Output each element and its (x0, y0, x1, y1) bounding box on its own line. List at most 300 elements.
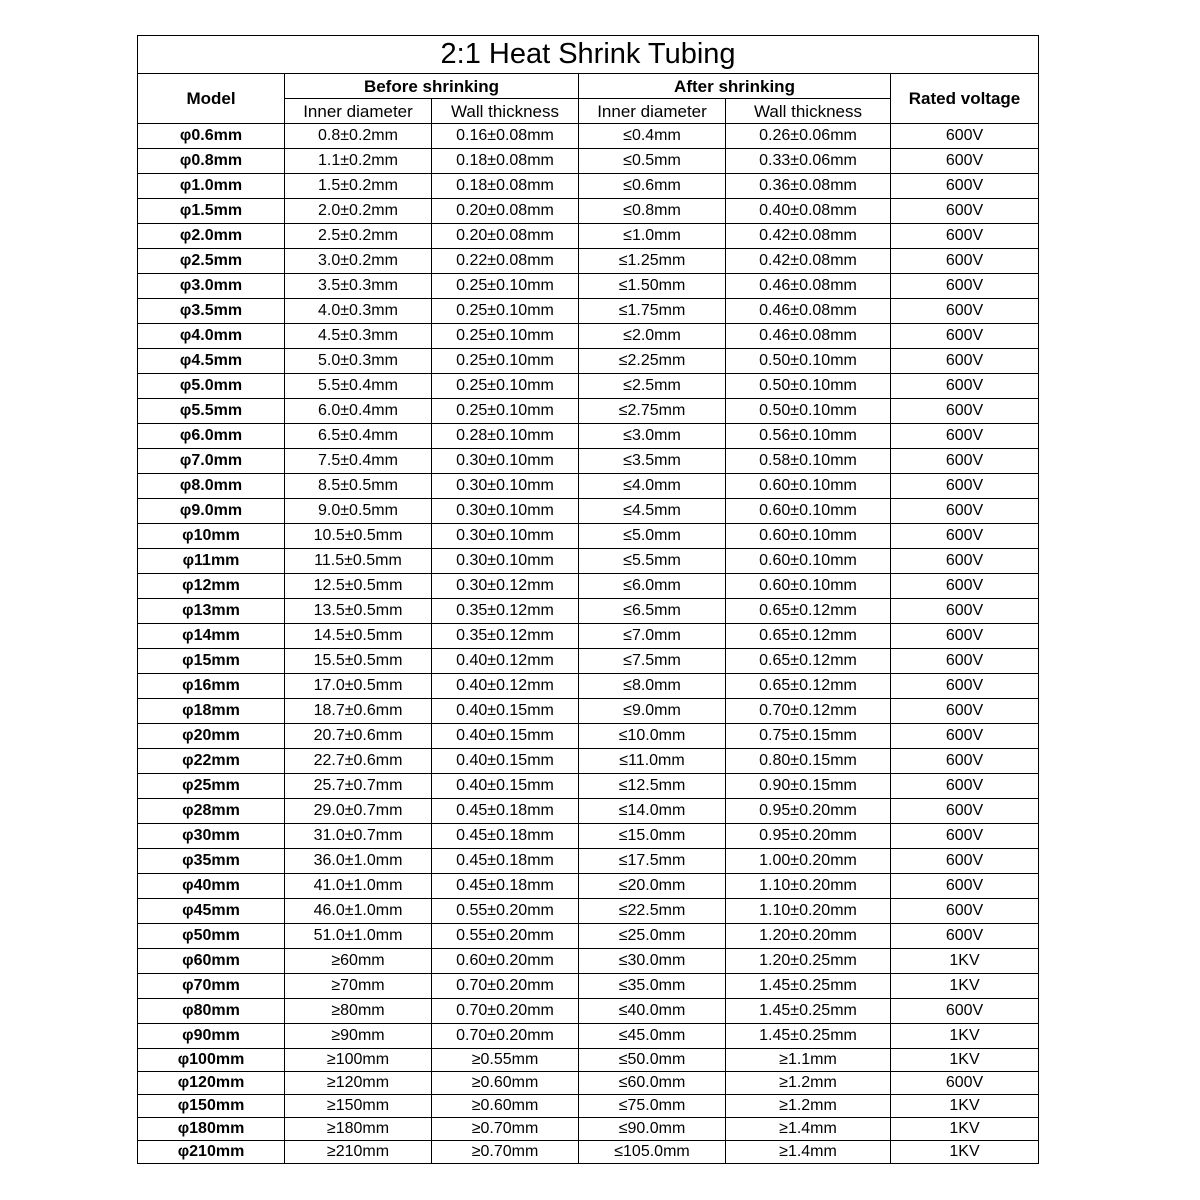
rated-voltage-cell: 600V (891, 424, 1039, 449)
after-inner-diameter-cell: ≤2.0mm (579, 324, 726, 349)
before-wall-thickness-cell: 0.40±0.12mm (432, 674, 579, 699)
table-row (138, 574, 1039, 599)
table-row (138, 349, 1039, 374)
after-wall-thickness-cell: 0.56±0.10mm (726, 424, 891, 449)
rated-voltage-cell: 600V (891, 524, 1039, 549)
after-inner-diameter-cell: ≤8.0mm (579, 674, 726, 699)
after-wall-thickness-cell: 0.70±0.12mm (726, 699, 891, 724)
rated-voltage-cell: 600V (891, 899, 1039, 924)
after-inner-diameter-cell: ≤22.5mm (579, 899, 726, 924)
before-wall-thickness-cell: ≥0.70mm (432, 1141, 579, 1164)
rated-voltage-cell: 600V (891, 274, 1039, 299)
before-wall-thickness-cell: 0.40±0.15mm (432, 749, 579, 774)
table-row (138, 674, 1039, 699)
before-inner-diameter-cell: ≥100mm (285, 1049, 432, 1072)
before-inner-diameter-cell: ≥210mm (285, 1141, 432, 1164)
before-inner-diameter-cell: 2.0±0.2mm (285, 199, 432, 224)
rated-voltage-cell: 1KV (891, 1095, 1039, 1118)
table-row (138, 324, 1039, 349)
table-row (138, 724, 1039, 749)
after-inner-diameter-cell: ≤105.0mm (579, 1141, 726, 1164)
after-wall-thickness-cell: 0.65±0.12mm (726, 624, 891, 649)
after-wall-thickness-cell: 0.65±0.12mm (726, 599, 891, 624)
before-wall-thickness-cell: 0.70±0.20mm (432, 974, 579, 999)
before-inner-diameter-cell: 2.5±0.2mm (285, 224, 432, 249)
table-row (138, 1141, 1039, 1164)
before-inner-diameter-cell: 10.5±0.5mm (285, 524, 432, 549)
model-cell: φ50mm (138, 924, 285, 949)
rated-voltage-cell: 600V (891, 699, 1039, 724)
rated-voltage-cell: 600V (891, 199, 1039, 224)
after-wall-thickness-cell: 0.80±0.15mm (726, 749, 891, 774)
before-wall-thickness-cell: 0.40±0.12mm (432, 649, 579, 674)
after-wall-thickness-cell: 1.10±0.20mm (726, 874, 891, 899)
after-inner-diameter-cell: ≤5.0mm (579, 524, 726, 549)
model-cell: φ16mm (138, 674, 285, 699)
table-row (138, 974, 1039, 999)
rated-voltage-cell: 1KV (891, 1024, 1039, 1049)
after-wall-thickness-header: Wall thickness (726, 99, 891, 124)
after-wall-thickness-cell: 0.60±0.10mm (726, 524, 891, 549)
before-wall-thickness-cell: 0.45±0.18mm (432, 799, 579, 824)
before-inner-diameter-cell: 20.7±0.6mm (285, 724, 432, 749)
after-inner-diameter-cell: ≤2.5mm (579, 374, 726, 399)
before-wall-thickness-cell: 0.22±0.08mm (432, 249, 579, 274)
before-shrinking-header: Before shrinking (285, 74, 579, 99)
table-row (138, 599, 1039, 624)
before-inner-diameter-cell: 36.0±1.0mm (285, 849, 432, 874)
rated-voltage-cell: 600V (891, 249, 1039, 274)
before-inner-diameter-cell: 31.0±0.7mm (285, 824, 432, 849)
model-cell: φ3.5mm (138, 299, 285, 324)
table-row (138, 449, 1039, 474)
rated-voltage-cell: 1KV (891, 1141, 1039, 1164)
rated-voltage-cell: 600V (891, 224, 1039, 249)
spec-table (137, 35, 1039, 1164)
after-wall-thickness-cell: 0.60±0.10mm (726, 474, 891, 499)
model-cell: φ14mm (138, 624, 285, 649)
before-wall-thickness-cell: ≥0.60mm (432, 1095, 579, 1118)
after-wall-thickness-cell: 0.40±0.08mm (726, 199, 891, 224)
before-inner-diameter-cell: 18.7±0.6mm (285, 699, 432, 724)
model-cell: φ40mm (138, 874, 285, 899)
rated-voltage-cell: 1KV (891, 1049, 1039, 1072)
before-wall-thickness-cell: 0.30±0.10mm (432, 474, 579, 499)
before-wall-thickness-cell: 0.25±0.10mm (432, 374, 579, 399)
model-cell: φ13mm (138, 599, 285, 624)
model-cell: φ210mm (138, 1141, 285, 1164)
after-wall-thickness-cell: 0.95±0.20mm (726, 799, 891, 824)
after-inner-diameter-cell: ≤15.0mm (579, 824, 726, 849)
model-cell: φ2.0mm (138, 224, 285, 249)
before-inner-diameter-cell: 8.5±0.5mm (285, 474, 432, 499)
after-inner-diameter-cell: ≤10.0mm (579, 724, 726, 749)
model-cell: φ10mm (138, 524, 285, 549)
before-inner-diameter-cell: 0.8±0.2mm (285, 124, 432, 149)
after-wall-thickness-cell: 0.36±0.08mm (726, 174, 891, 199)
after-wall-thickness-cell: ≥1.1mm (726, 1049, 891, 1072)
before-wall-thickness-cell: ≥0.60mm (432, 1072, 579, 1095)
after-wall-thickness-cell: 0.46±0.08mm (726, 299, 891, 324)
after-wall-thickness-cell: 1.20±0.25mm (726, 949, 891, 974)
rated-voltage-cell: 600V (891, 749, 1039, 774)
rated-voltage-cell: 600V (891, 924, 1039, 949)
table-row (138, 274, 1039, 299)
before-inner-diameter-cell: ≥120mm (285, 1072, 432, 1095)
after-inner-diameter-cell: ≤25.0mm (579, 924, 726, 949)
table-row (138, 549, 1039, 574)
model-cell: φ3.0mm (138, 274, 285, 299)
before-wall-thickness-cell: 0.40±0.15mm (432, 699, 579, 724)
after-inner-diameter-cell: ≤9.0mm (579, 699, 726, 724)
before-inner-diameter-cell: 13.5±0.5mm (285, 599, 432, 624)
after-wall-thickness-cell: 1.10±0.20mm (726, 899, 891, 924)
before-inner-diameter-cell: 22.7±0.6mm (285, 749, 432, 774)
rated-voltage-cell: 600V (891, 799, 1039, 824)
table-row (138, 124, 1039, 149)
rated-voltage-cell: 600V (891, 349, 1039, 374)
rated-voltage-cell: 600V (891, 724, 1039, 749)
model-cell: φ5.5mm (138, 399, 285, 424)
after-wall-thickness-cell: 0.60±0.10mm (726, 574, 891, 599)
after-inner-diameter-cell: ≤1.50mm (579, 274, 726, 299)
after-wall-thickness-cell: ≥1.2mm (726, 1095, 891, 1118)
table-row (138, 1118, 1039, 1141)
after-wall-thickness-cell: 0.65±0.12mm (726, 674, 891, 699)
before-inner-diameter-cell: ≥180mm (285, 1118, 432, 1141)
before-wall-thickness-cell: 0.28±0.10mm (432, 424, 579, 449)
model-cell: φ4.5mm (138, 349, 285, 374)
table-row (138, 949, 1039, 974)
rated-voltage-cell: 600V (891, 474, 1039, 499)
before-inner-diameter-cell: ≥60mm (285, 949, 432, 974)
after-inner-diameter-cell: ≤40.0mm (579, 999, 726, 1024)
after-inner-diameter-cell: ≤20.0mm (579, 874, 726, 899)
rated-voltage-cell: 600V (891, 999, 1039, 1024)
rated-voltage-header: Rated voltage (891, 74, 1039, 124)
table-row (138, 1095, 1039, 1118)
model-cell: φ28mm (138, 799, 285, 824)
model-cell: φ100mm (138, 1049, 285, 1072)
rated-voltage-cell: 600V (891, 324, 1039, 349)
before-inner-diameter-cell: 1.5±0.2mm (285, 174, 432, 199)
table-row (138, 174, 1039, 199)
after-inner-diameter-cell: ≤1.75mm (579, 299, 726, 324)
after-wall-thickness-cell: 0.42±0.08mm (726, 249, 891, 274)
before-wall-thickness-cell: 0.25±0.10mm (432, 274, 579, 299)
after-inner-diameter-cell: ≤2.75mm (579, 399, 726, 424)
before-wall-thickness-cell: 0.35±0.12mm (432, 624, 579, 649)
before-wall-thickness-cell: 0.40±0.15mm (432, 774, 579, 799)
after-wall-thickness-cell: 0.46±0.08mm (726, 274, 891, 299)
before-wall-thickness-cell: 0.40±0.15mm (432, 724, 579, 749)
model-cell: φ45mm (138, 899, 285, 924)
before-inner-diameter-cell: 11.5±0.5mm (285, 549, 432, 574)
before-inner-diameter-cell: 3.0±0.2mm (285, 249, 432, 274)
before-wall-thickness-cell: 0.55±0.20mm (432, 899, 579, 924)
before-inner-diameter-cell: 4.0±0.3mm (285, 299, 432, 324)
rated-voltage-cell: 600V (891, 649, 1039, 674)
before-wall-thickness-cell: 0.20±0.08mm (432, 199, 579, 224)
before-inner-diameter-cell: 9.0±0.5mm (285, 499, 432, 524)
model-cell: φ18mm (138, 699, 285, 724)
table-row (138, 224, 1039, 249)
model-header: Model (138, 74, 285, 124)
model-cell: φ90mm (138, 1024, 285, 1049)
before-inner-diameter-cell: 1.1±0.2mm (285, 149, 432, 174)
model-cell: φ35mm (138, 849, 285, 874)
before-wall-thickness-cell: 0.35±0.12mm (432, 599, 579, 624)
before-inner-diameter-cell: 3.5±0.3mm (285, 274, 432, 299)
after-inner-diameter-cell: ≤7.0mm (579, 624, 726, 649)
after-inner-diameter-cell: ≤3.0mm (579, 424, 726, 449)
after-inner-diameter-cell: ≤1.0mm (579, 224, 726, 249)
after-inner-diameter-cell: ≤0.6mm (579, 174, 726, 199)
after-inner-diameter-cell: ≤2.25mm (579, 349, 726, 374)
after-inner-diameter-cell: ≤30.0mm (579, 949, 726, 974)
after-inner-diameter-cell: ≤6.5mm (579, 599, 726, 624)
before-wall-thickness-cell: 0.25±0.10mm (432, 324, 579, 349)
after-wall-thickness-cell: 1.45±0.25mm (726, 999, 891, 1024)
before-inner-diameter-cell: 17.0±0.5mm (285, 674, 432, 699)
model-cell: φ30mm (138, 824, 285, 849)
before-inner-diameter-cell: 51.0±1.0mm (285, 924, 432, 949)
before-inner-diameter-cell: 5.0±0.3mm (285, 349, 432, 374)
after-shrinking-header: After shrinking (579, 74, 891, 99)
before-wall-thickness-cell: ≥0.70mm (432, 1118, 579, 1141)
after-wall-thickness-cell: 0.95±0.20mm (726, 824, 891, 849)
before-wall-thickness-cell: 0.25±0.10mm (432, 299, 579, 324)
before-wall-thickness-cell: 0.45±0.18mm (432, 824, 579, 849)
after-inner-diameter-cell: ≤14.0mm (579, 799, 726, 824)
after-inner-diameter-cell: ≤0.5mm (579, 149, 726, 174)
table-row (138, 899, 1039, 924)
before-inner-diameter-cell: 41.0±1.0mm (285, 874, 432, 899)
model-cell: φ15mm (138, 649, 285, 674)
before-inner-diameter-cell: 4.5±0.3mm (285, 324, 432, 349)
table-row (138, 699, 1039, 724)
table-row (138, 824, 1039, 849)
rated-voltage-cell: 600V (891, 549, 1039, 574)
model-cell: φ1.0mm (138, 174, 285, 199)
before-wall-thickness-header: Wall thickness (432, 99, 579, 124)
before-inner-diameter-cell: 46.0±1.0mm (285, 899, 432, 924)
table-row (138, 774, 1039, 799)
model-cell: φ8.0mm (138, 474, 285, 499)
after-inner-diameter-cell: ≤6.0mm (579, 574, 726, 599)
after-inner-diameter-cell: ≤4.0mm (579, 474, 726, 499)
after-wall-thickness-cell: 1.00±0.20mm (726, 849, 891, 874)
table-row (138, 374, 1039, 399)
after-inner-diameter-cell: ≤0.8mm (579, 199, 726, 224)
after-wall-thickness-cell: 0.60±0.10mm (726, 549, 891, 574)
model-cell: φ7.0mm (138, 449, 285, 474)
rated-voltage-cell: 600V (891, 599, 1039, 624)
after-inner-diameter-cell: ≤17.5mm (579, 849, 726, 874)
after-wall-thickness-cell: 0.42±0.08mm (726, 224, 891, 249)
rated-voltage-cell: 600V (891, 149, 1039, 174)
table-row (138, 624, 1039, 649)
model-cell: φ20mm (138, 724, 285, 749)
before-inner-diameter-cell: 29.0±0.7mm (285, 799, 432, 824)
before-inner-diameter-cell: 6.5±0.4mm (285, 424, 432, 449)
after-inner-diameter-cell: ≤4.5mm (579, 499, 726, 524)
rated-voltage-cell: 600V (891, 824, 1039, 849)
after-wall-thickness-cell: 0.26±0.06mm (726, 124, 891, 149)
after-inner-diameter-cell: ≤3.5mm (579, 449, 726, 474)
before-wall-thickness-cell: 0.70±0.20mm (432, 1024, 579, 1049)
after-inner-diameter-cell: ≤60.0mm (579, 1072, 726, 1095)
model-cell: φ9.0mm (138, 499, 285, 524)
after-inner-diameter-cell: ≤12.5mm (579, 774, 726, 799)
table-row (138, 399, 1039, 424)
after-wall-thickness-cell: 0.58±0.10mm (726, 449, 891, 474)
model-cell: φ6.0mm (138, 424, 285, 449)
before-inner-diameter-cell: ≥80mm (285, 999, 432, 1024)
table-row (138, 999, 1039, 1024)
before-wall-thickness-cell: 0.20±0.08mm (432, 224, 579, 249)
table-row (138, 524, 1039, 549)
before-inner-diameter-cell: ≥70mm (285, 974, 432, 999)
before-inner-diameter-cell: 14.5±0.5mm (285, 624, 432, 649)
rated-voltage-cell: 600V (891, 499, 1039, 524)
after-wall-thickness-cell: ≥1.4mm (726, 1118, 891, 1141)
table-row (138, 474, 1039, 499)
rated-voltage-cell: 600V (891, 874, 1039, 899)
after-inner-diameter-cell: ≤90.0mm (579, 1118, 726, 1141)
rated-voltage-cell: 600V (891, 674, 1039, 699)
after-inner-diameter-cell: ≤11.0mm (579, 749, 726, 774)
after-wall-thickness-cell: 0.46±0.08mm (726, 324, 891, 349)
after-wall-thickness-cell: 0.50±0.10mm (726, 349, 891, 374)
table-row (138, 749, 1039, 774)
after-inner-diameter-cell: ≤75.0mm (579, 1095, 726, 1118)
before-wall-thickness-cell: ≥0.55mm (432, 1049, 579, 1072)
table-body (138, 124, 1039, 1164)
before-inner-diameter-cell: 6.0±0.4mm (285, 399, 432, 424)
after-wall-thickness-cell: ≥1.4mm (726, 1141, 891, 1164)
before-inner-diameter-cell: ≥150mm (285, 1095, 432, 1118)
before-inner-diameter-cell: 25.7±0.7mm (285, 774, 432, 799)
rated-voltage-cell: 600V (891, 1072, 1039, 1095)
table-row (138, 799, 1039, 824)
after-wall-thickness-cell: 1.45±0.25mm (726, 974, 891, 999)
model-cell: φ60mm (138, 949, 285, 974)
rated-voltage-cell: 1KV (891, 974, 1039, 999)
after-inner-diameter-cell: ≤50.0mm (579, 1049, 726, 1072)
model-cell: φ0.8mm (138, 149, 285, 174)
model-cell: φ0.6mm (138, 124, 285, 149)
after-wall-thickness-cell: 1.45±0.25mm (726, 1024, 891, 1049)
before-wall-thickness-cell: 0.30±0.10mm (432, 449, 579, 474)
model-cell: φ1.5mm (138, 199, 285, 224)
table-row (138, 1024, 1039, 1049)
before-wall-thickness-cell: 0.16±0.08mm (432, 124, 579, 149)
table-row (138, 149, 1039, 174)
table-row (138, 1049, 1039, 1072)
after-wall-thickness-cell: 0.60±0.10mm (726, 499, 891, 524)
before-wall-thickness-cell: 0.18±0.08mm (432, 149, 579, 174)
table-row (138, 299, 1039, 324)
rated-voltage-cell: 600V (891, 849, 1039, 874)
before-wall-thickness-cell: 0.70±0.20mm (432, 999, 579, 1024)
before-wall-thickness-cell: 0.30±0.10mm (432, 524, 579, 549)
before-inner-diameter-header: Inner diameter (285, 99, 432, 124)
before-wall-thickness-cell: 0.30±0.10mm (432, 499, 579, 524)
table-row (138, 924, 1039, 949)
after-wall-thickness-cell: 0.65±0.12mm (726, 649, 891, 674)
before-wall-thickness-cell: 0.30±0.12mm (432, 574, 579, 599)
model-cell: φ180mm (138, 1118, 285, 1141)
table-title: 2:1 Heat Shrink Tubing (138, 36, 1039, 74)
rated-voltage-cell: 600V (891, 374, 1039, 399)
table-row (138, 424, 1039, 449)
after-inner-diameter-cell: ≤7.5mm (579, 649, 726, 674)
rated-voltage-cell: 600V (891, 299, 1039, 324)
after-wall-thickness-cell: 0.50±0.10mm (726, 374, 891, 399)
table-row (138, 199, 1039, 224)
after-inner-diameter-cell: ≤35.0mm (579, 974, 726, 999)
before-wall-thickness-cell: 0.30±0.10mm (432, 549, 579, 574)
rated-voltage-cell: 600V (891, 624, 1039, 649)
table-row (138, 249, 1039, 274)
after-inner-diameter-cell: ≤5.5mm (579, 549, 726, 574)
before-wall-thickness-cell: 0.60±0.20mm (432, 949, 579, 974)
rated-voltage-cell: 600V (891, 574, 1039, 599)
after-inner-diameter-cell: ≤45.0mm (579, 1024, 726, 1049)
model-cell: φ22mm (138, 749, 285, 774)
model-cell: φ150mm (138, 1095, 285, 1118)
model-cell: φ4.0mm (138, 324, 285, 349)
table-row (138, 1072, 1039, 1095)
before-wall-thickness-cell: 0.45±0.18mm (432, 849, 579, 874)
after-inner-diameter-cell: ≤1.25mm (579, 249, 726, 274)
rated-voltage-cell: 1KV (891, 1118, 1039, 1141)
model-cell: φ5.0mm (138, 374, 285, 399)
table-row (138, 649, 1039, 674)
after-wall-thickness-cell: 1.20±0.20mm (726, 924, 891, 949)
after-wall-thickness-cell: 0.33±0.06mm (726, 149, 891, 174)
after-wall-thickness-cell: 0.75±0.15mm (726, 724, 891, 749)
before-inner-diameter-cell: 12.5±0.5mm (285, 574, 432, 599)
model-cell: φ12mm (138, 574, 285, 599)
before-wall-thickness-cell: 0.45±0.18mm (432, 874, 579, 899)
rated-voltage-cell: 600V (891, 774, 1039, 799)
before-wall-thickness-cell: 0.25±0.10mm (432, 349, 579, 374)
after-wall-thickness-cell: ≥1.2mm (726, 1072, 891, 1095)
before-wall-thickness-cell: 0.18±0.08mm (432, 174, 579, 199)
before-inner-diameter-cell: 7.5±0.4mm (285, 449, 432, 474)
before-inner-diameter-cell: 5.5±0.4mm (285, 374, 432, 399)
table-row (138, 499, 1039, 524)
table-row (138, 849, 1039, 874)
model-cell: φ2.5mm (138, 249, 285, 274)
rated-voltage-cell: 600V (891, 174, 1039, 199)
rated-voltage-cell: 1KV (891, 949, 1039, 974)
after-inner-diameter-cell: ≤0.4mm (579, 124, 726, 149)
before-wall-thickness-cell: 0.25±0.10mm (432, 399, 579, 424)
after-wall-thickness-cell: 0.90±0.15mm (726, 774, 891, 799)
before-inner-diameter-cell: ≥90mm (285, 1024, 432, 1049)
model-cell: φ120mm (138, 1072, 285, 1095)
before-wall-thickness-cell: 0.55±0.20mm (432, 924, 579, 949)
before-inner-diameter-cell: 15.5±0.5mm (285, 649, 432, 674)
after-inner-diameter-header: Inner diameter (579, 99, 726, 124)
model-cell: φ70mm (138, 974, 285, 999)
model-cell: φ25mm (138, 774, 285, 799)
model-cell: φ11mm (138, 549, 285, 574)
model-cell: φ80mm (138, 999, 285, 1024)
